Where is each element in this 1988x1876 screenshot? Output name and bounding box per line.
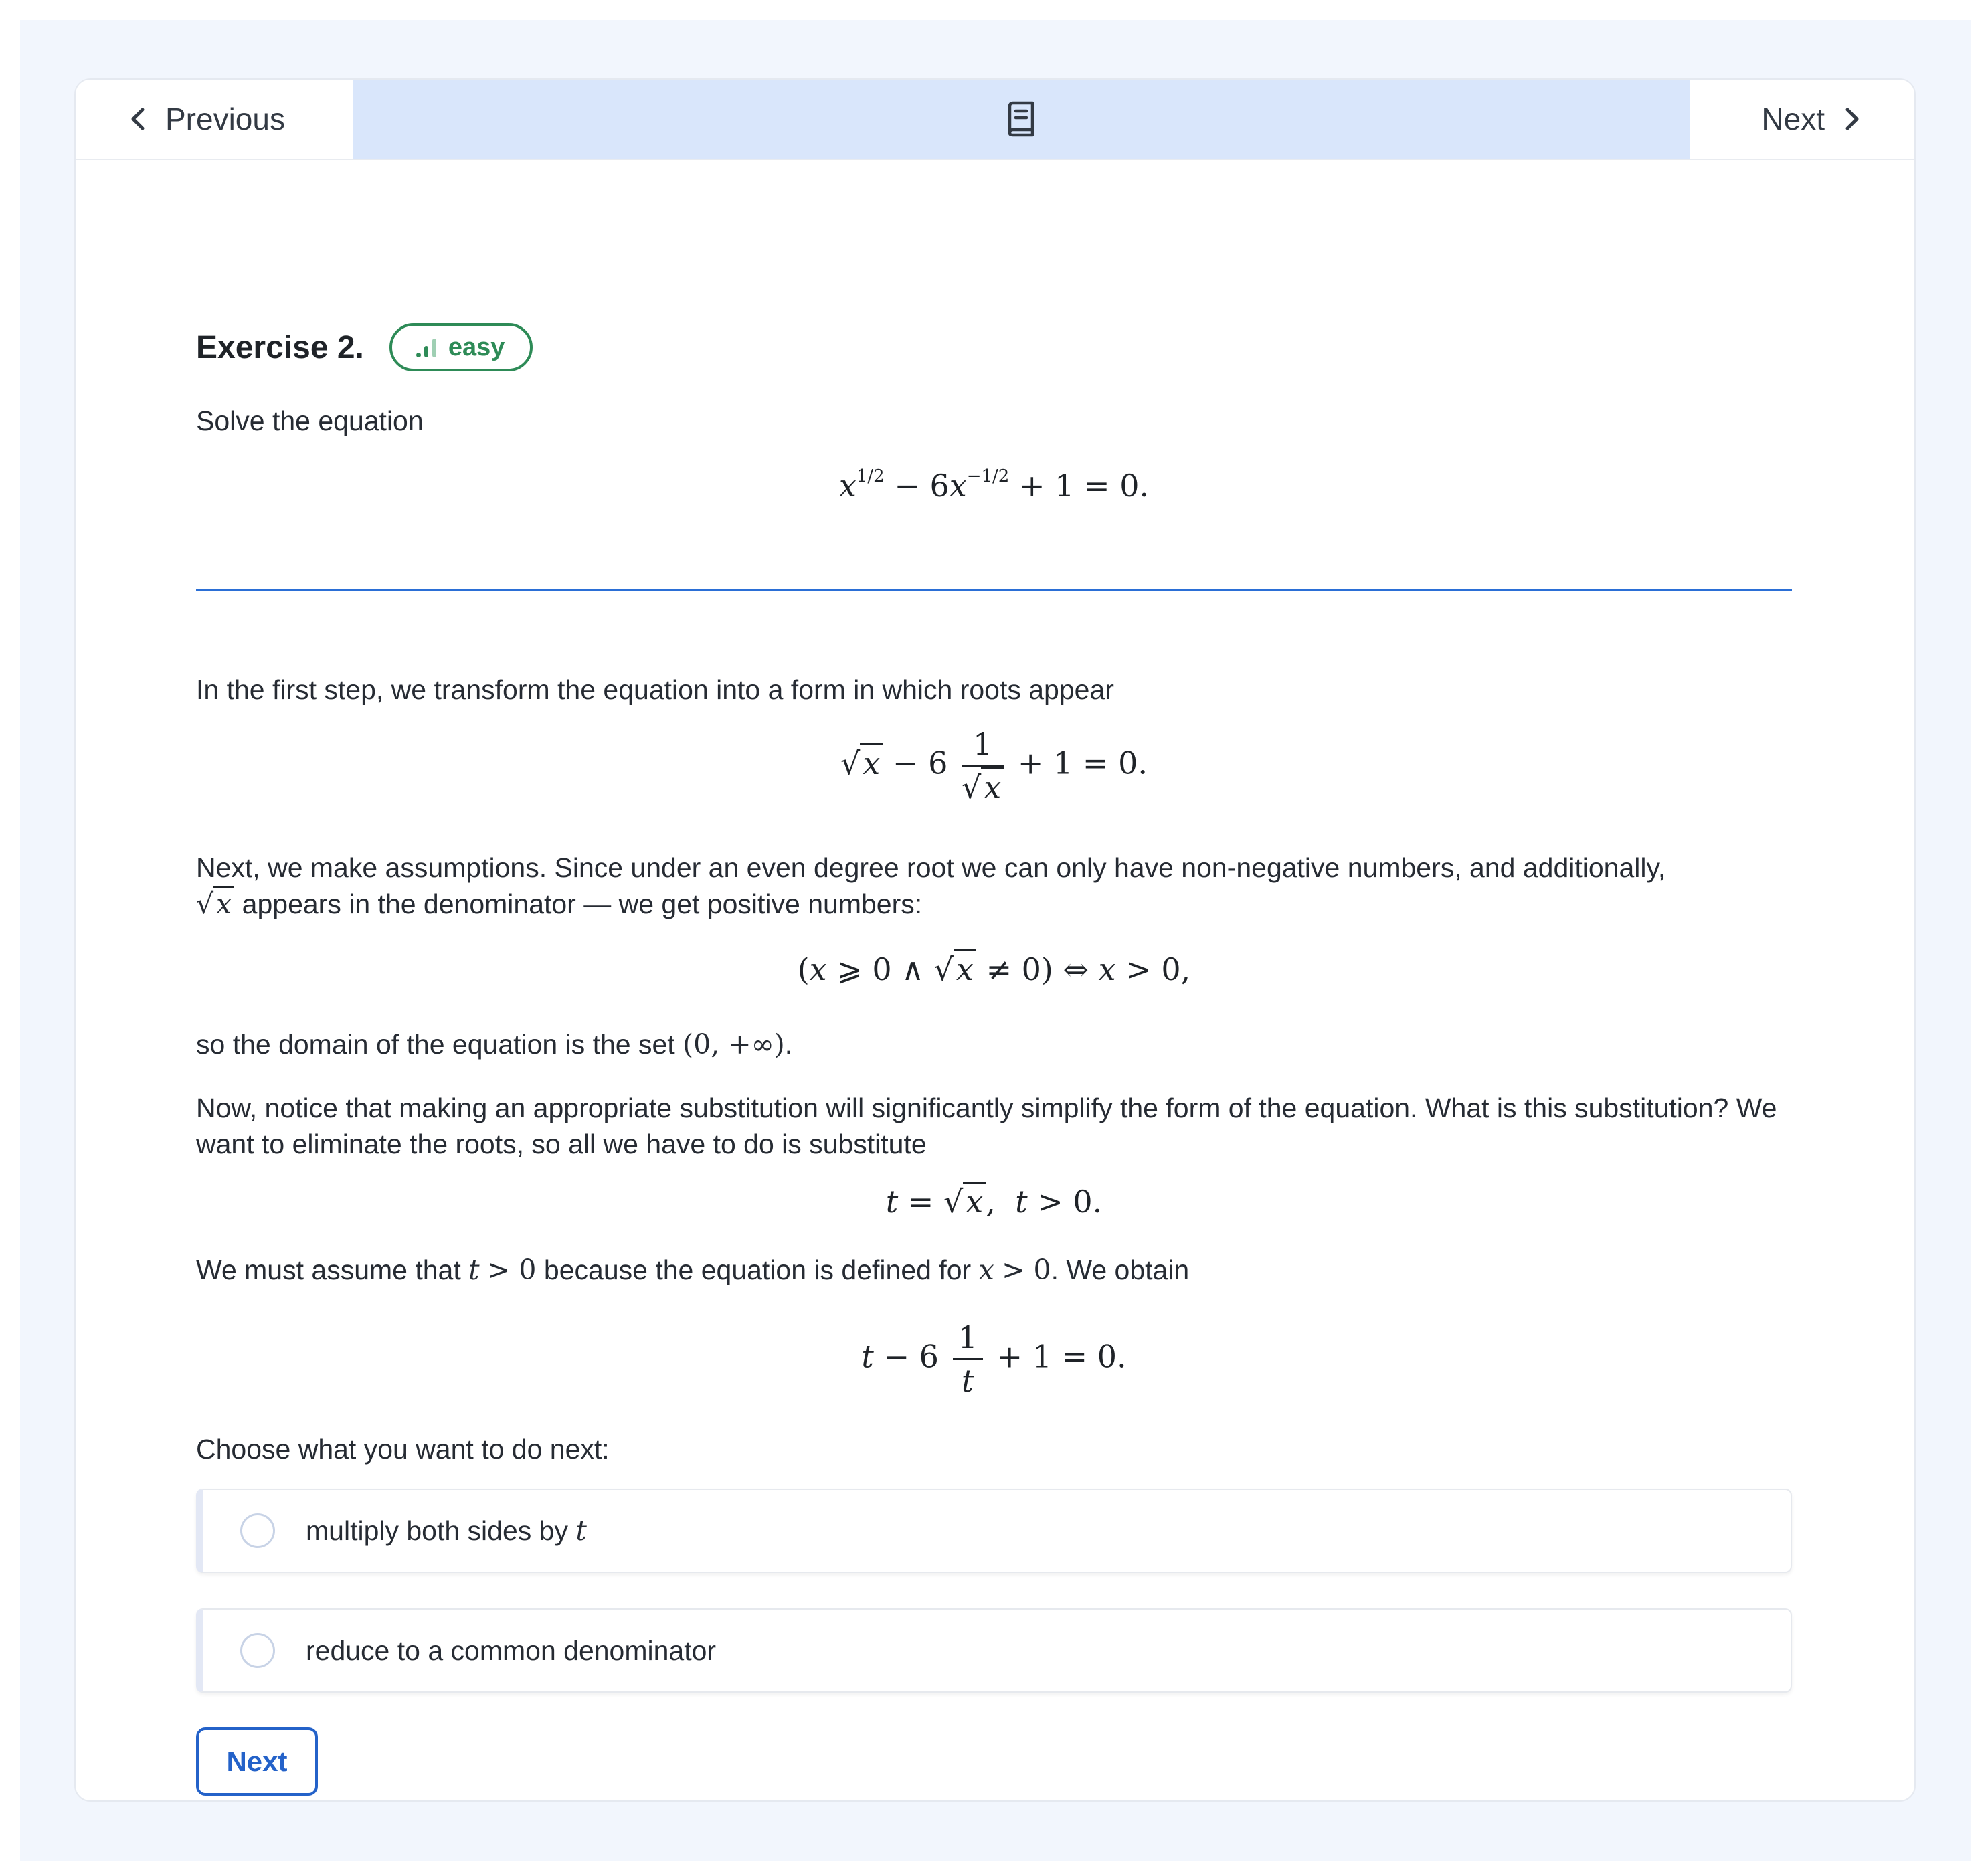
solution-step-1: In the first step, we transform the equation into a form in which roots appear [196,674,1114,705]
solution-step-4: Now, notice that making an appropriate substitution will significantly simplify the form of the equation. What is this substitution? We want to eliminate the roots, so all we have to do is substitute [196,1093,1777,1159]
option-label [306,1515,587,1547]
chevron-left-icon [129,107,148,131]
option-label: reduce to a common denominator [306,1634,717,1666]
exercise-header [196,323,533,371]
step-5-text-a: We must assume that [196,1254,461,1285]
signal-bars-icon [415,336,438,359]
chevron-right-icon [1842,107,1861,131]
next-step-button[interactable]: Next [196,1727,318,1796]
next-exercise-button[interactable] [1691,80,1914,159]
difficulty-label: easy [448,333,505,361]
main-equation: $x^{1/2} - 6x^{-1/2} + 1 = 0$. [838,466,1150,504]
option-label-text: multiply both sides by [306,1515,568,1546]
exercise-prompt: Solve the equation [196,405,424,436]
previous-button[interactable] [76,80,353,159]
book-icon [1006,101,1036,137]
solution-divider [196,589,1792,591]
substitution-equation: t = √x, t > 0. [196,1184,1792,1220]
step-2-text-a: Next, we make assumptions. Since under an even degree root we can only have non-negative numbers, and additionally, [196,852,1666,883]
step-2-text-b: appears in the denominator — we get positive numbers: [242,888,923,919]
option-common-denominator[interactable] [196,1608,1792,1693]
solution-step-5: We must assume that t > 0 because the equation is defined for x > 0. We obtain [196,1254,1190,1286]
substituted-equation: t − 6 $\frac{1}{t}$ + 1 = 0. [861,1319,1127,1399]
difficulty-badge [389,323,533,371]
theory-book-button[interactable] [353,80,1690,159]
equation-roots-form: √x − 6 $\frac{1}{√x}$ + 1 = 0. [840,726,1148,806]
option-multiply[interactable] [196,1489,1792,1573]
exercise-navigation [76,80,1914,160]
radio-button[interactable] [240,1513,275,1548]
solution-step-2: Next, we make assumptions. Since under an even degree root we can only have non-negative numbers, and additionally, √x appears in the denominator — we get positive numbers: [196,852,1666,920]
exercise-card [74,78,1916,1802]
previous-label: Previous [165,102,285,136]
radio-button[interactable] [240,1633,275,1668]
exercise-title: Exercise 2. [196,329,364,365]
domain-condition: (x ⩾ 0 ∧ √x ≠ 0) ⇔ x > 0, [196,951,1792,988]
step-5-text-b: because the equation is defined for [543,1254,972,1285]
step-3-text: so the domain of the equation is the set [196,1029,675,1060]
solution-step-3: so the domain of the equation is the set (0, +∞). [196,1028,793,1060]
choose-prompt: Choose what you want to do next: [196,1434,610,1465]
next-label: Next [1761,102,1825,136]
step-5-text-c: . We obtain [1051,1254,1190,1285]
option-math: t [575,1515,587,1547]
